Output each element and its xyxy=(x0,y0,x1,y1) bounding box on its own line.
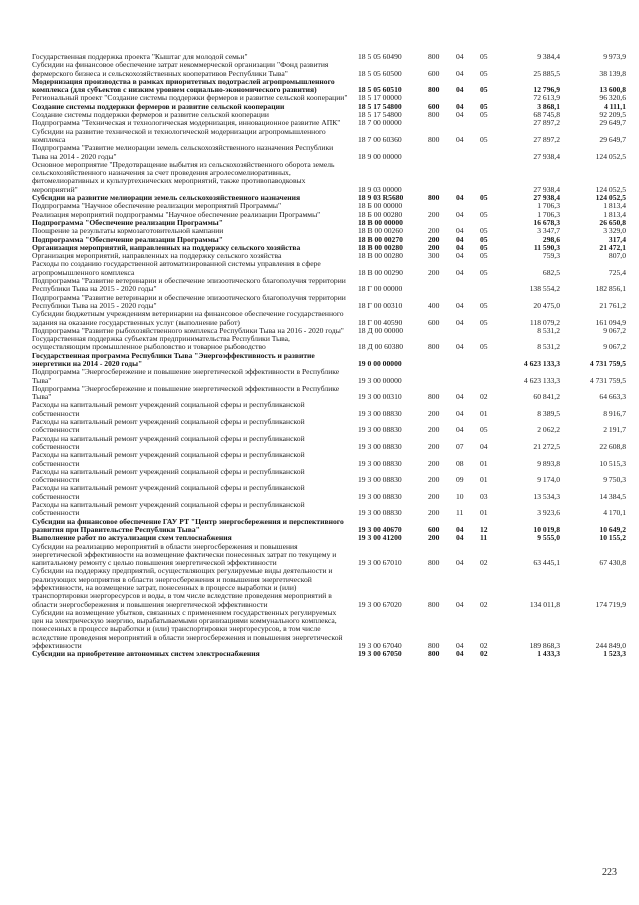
row-value-2020: 8 531,2 xyxy=(537,325,560,335)
row-value-2020: 298,6 xyxy=(542,234,560,244)
row-podrazdel: 05 xyxy=(480,267,488,277)
row-code: 18 Б 00 00000 xyxy=(358,201,403,211)
row-code: 18 В 00 00000 xyxy=(358,217,403,227)
table-row xyxy=(32,518,632,535)
row-vid-rashodov: 600 xyxy=(428,524,440,534)
row-name: Модернизация производства в рамках приоритетных подотраслей агропромышленного комплекса (для субъектов с низким уровнем социально-экономического развития) xyxy=(32,76,335,95)
row-vid-rashodov: 300 xyxy=(428,251,440,261)
row-razdel: 04 xyxy=(456,242,464,252)
row-razdel: 04 xyxy=(456,408,464,418)
row-value-2021: 10 649,2 xyxy=(599,524,626,534)
row-vid-rashodov: 800 xyxy=(428,85,440,95)
row-value-2021: 4 170,1 xyxy=(603,508,626,518)
table-row xyxy=(32,567,632,608)
row-value-2021: 174 719,9 xyxy=(595,599,626,609)
row-value-2021: 10 155,2 xyxy=(599,533,626,543)
row-value-2020: 3 347,7 xyxy=(537,226,560,236)
row-code: 18 7 00 00000 xyxy=(358,118,402,128)
row-vid-rashodov: 200 xyxy=(428,475,440,485)
row-podrazdel: 05 xyxy=(480,52,488,61)
row-podrazdel: 05 xyxy=(480,134,488,144)
row-podrazdel: 05 xyxy=(480,425,488,435)
row-podrazdel: 12 xyxy=(480,524,488,534)
row-code: 18 Г 00 00310 xyxy=(358,300,403,310)
row-podrazdel: 01 xyxy=(480,508,488,518)
row-code: 18 5 05 60500 xyxy=(358,68,402,78)
row-name: Расходы на капитальный ремонт учреждений социальной сферы и республиканской собственности xyxy=(32,483,305,501)
row-code: 19 3 00 00000 xyxy=(358,375,402,385)
row-value-2020: 10 019,8 xyxy=(533,524,560,534)
row-razdel: 04 xyxy=(456,533,464,543)
row-value-2021: 26 650,8 xyxy=(599,217,626,227)
row-value-2020: 27 938,4 xyxy=(533,151,560,161)
row-value-2020: 20 475,0 xyxy=(533,300,560,310)
row-value-2020: 60 841,2 xyxy=(533,392,560,402)
row-name: Расходы на капитальный ремонт учреждений социальной сферы и республиканской собственности xyxy=(32,433,305,451)
row-razdel: 04 xyxy=(456,392,464,402)
table-row xyxy=(32,61,632,78)
table-row xyxy=(32,78,632,95)
table-row xyxy=(32,501,632,518)
row-podrazdel: 05 xyxy=(480,342,488,352)
table-row xyxy=(32,435,632,452)
row-podrazdel: 05 xyxy=(480,300,488,310)
row-name: Расходы на капитальный ремонт учреждений социальной сферы и республиканской собственности xyxy=(32,450,305,468)
row-value-2021: 1 813,4 xyxy=(603,201,626,211)
row-podrazdel: 05 xyxy=(480,101,488,111)
row-razdel: 04 xyxy=(456,101,464,111)
row-code: 18 Б 00 00280 xyxy=(358,209,403,219)
row-name: Основное мероприятие "Предотвращение выбытия из сельскохозяйственного оборота земель сельскохозяйственного назначения за счет проведения агролесомелиоративных, фитомелиоративных и культуртехнических мероприятий, также противопаводковых мероприятий" xyxy=(32,159,335,194)
row-razdel: 10 xyxy=(456,491,464,501)
row-razdel: 04 xyxy=(456,234,464,244)
row-value-2020: 21 272,5 xyxy=(533,441,560,451)
row-vid-rashodov: 800 xyxy=(428,134,440,144)
row-razdel: 09 xyxy=(456,475,464,485)
row-razdel: 04 xyxy=(456,226,464,236)
row-razdel: 04 xyxy=(456,641,464,651)
row-podrazdel: 05 xyxy=(480,251,488,261)
row-name: Подпрограмма "Развитие ветеринарии и обеспечение эпизоотического благополучия территории Республики Тыва на 2015 - 2020 годы" xyxy=(32,292,346,310)
row-code: 18 В 00 00280 xyxy=(358,242,403,252)
row-vid-rashodov: 600 xyxy=(428,68,440,78)
row-name: Субсидии на развитие мелиорации земель сельскохозяйственного назначения xyxy=(32,193,301,203)
row-name: Государственная поддержка проекта "Кыштаг для молодой семьи" xyxy=(32,52,248,61)
row-podrazdel: 05 xyxy=(480,226,488,236)
row-name: Субсидии на развитие технической и технологической модернизации агропромышленного комплекса xyxy=(32,126,326,144)
row-vid-rashodov: 800 xyxy=(428,641,440,651)
row-vid-rashodov: 200 xyxy=(428,209,440,219)
row-value-2021: 9 750,3 xyxy=(603,475,626,485)
row-value-2020: 9 555,0 xyxy=(537,533,560,543)
row-name: Государственная поддержка субъектам предпринимательства Республики Тыва, осуществляющим промышленное рыболовство и товарное рыбоводство xyxy=(32,334,290,352)
row-value-2020: 63 445,1 xyxy=(533,558,560,568)
row-value-2021: 38 139,8 xyxy=(599,68,626,78)
row-value-2021: 13 600,8 xyxy=(599,85,626,95)
table-row xyxy=(32,385,632,402)
row-code: 18 В 00 00270 xyxy=(358,234,403,244)
row-value-2020: 8 531,2 xyxy=(537,342,560,352)
row-value-2020: 25 885,5 xyxy=(533,68,560,78)
row-value-2021: 182 856,1 xyxy=(595,284,626,294)
row-code: 18 5 05 60490 xyxy=(358,52,402,61)
budget-table xyxy=(32,53,632,659)
row-value-2020: 27 938,4 xyxy=(533,193,560,203)
row-code: 18 7 00 60360 xyxy=(358,134,402,144)
row-value-2020: 11 590,3 xyxy=(533,242,560,252)
row-vid-rashodov: 200 xyxy=(428,226,440,236)
row-code: 18 9 00 00000 xyxy=(358,151,402,161)
row-razdel: 04 xyxy=(456,267,464,277)
row-value-2020: 12 796,9 xyxy=(533,85,560,95)
row-code: 19 3 00 67020 xyxy=(358,599,402,609)
row-value-2021: 14 384,5 xyxy=(599,491,626,501)
row-value-2020: 1 706,3 xyxy=(537,209,560,219)
row-razdel: 04 xyxy=(456,68,464,78)
row-vid-rashodov: 800 xyxy=(428,649,440,659)
row-value-2021: 29 649,7 xyxy=(599,118,626,128)
row-razdel: 04 xyxy=(456,110,464,120)
row-razdel: 04 xyxy=(456,209,464,219)
row-value-2020: 9 893,8 xyxy=(537,458,560,468)
row-code: 19 3 00 08830 xyxy=(358,508,402,518)
row-name: Расходы на капитальный ремонт учреждений социальной сферы и республиканской собственности xyxy=(32,466,305,485)
row-value-2021: 317,4 xyxy=(608,234,626,244)
row-value-2020: 27 897,2 xyxy=(533,134,560,144)
row-name: Расходы по созданию государственной автоматизированной системы управления в сфере агропромышленного комплекса xyxy=(32,259,321,277)
row-value-2021: 29 649,7 xyxy=(599,134,626,144)
row-value-2020: 4 623 133,3 xyxy=(523,358,560,368)
row-vid-rashodov: 200 xyxy=(428,508,440,518)
row-value-2020: 13 534,3 xyxy=(533,491,560,501)
row-podrazdel: 02 xyxy=(480,599,488,609)
row-vid-rashodov: 200 xyxy=(428,408,440,418)
row-name: Подпрограмма "Энергосбережение и повышение энергетической эффективности в Республике Тыва" xyxy=(32,383,340,402)
row-name: Создание системы поддержки фермеров и развитие сельской кооперации xyxy=(32,110,269,120)
row-value-2021: 2 191,7 xyxy=(603,425,626,435)
row-value-2020: 9 384,4 xyxy=(537,52,560,61)
row-razdel: 04 xyxy=(456,524,464,534)
row-name: Региональный проект "Создание системы поддержки фермеров и развитие сельской кооперации" xyxy=(32,93,348,103)
row-code: 19 3 00 08830 xyxy=(358,425,402,435)
row-vid-rashodov: 200 xyxy=(428,425,440,435)
row-value-2021: 96 320,6 xyxy=(599,93,626,103)
table-row xyxy=(32,468,632,485)
row-value-2020: 138 554,2 xyxy=(529,284,560,294)
row-razdel: 04 xyxy=(456,649,464,659)
row-name: Подпрограмма "Развитие ветеринарии и обеспечение эпизоотического благополучия территории Республики Тыва на 2015 - 2020 годы" xyxy=(32,276,346,294)
row-value-2021: 124 052,5 xyxy=(595,193,626,203)
row-value-2020: 2 062,2 xyxy=(537,425,560,435)
table-row xyxy=(32,128,632,145)
row-name: Субсидии на финансовое обеспечение затрат некоммерческой организации "Фонд развития фермерского бизнеса и сельскохозяйственных кооперативов Республики Тыва" xyxy=(32,60,329,78)
row-value-2020: 189 868,3 xyxy=(529,641,560,651)
table-row xyxy=(32,294,632,311)
table-row xyxy=(32,451,632,468)
row-razdel: 04 xyxy=(456,317,464,327)
row-name: Субсидии бюджетным учреждениям ветеринарии на финансовое обеспечение государственного задания на оказание государственных услуг (выполнение работ) xyxy=(32,309,344,327)
row-name: Субсидии на поддержку предприятий, осуществляющих регулируемые виды деятельности и реализующих мероприятия в области энергосбережения и повышения энергетической эффективности, на возмещение затрат, понесенных в процессе выработки и (или) транспортировки энергоресурсов и воды, в том числе вследствие проведения мероприятий в области энергосбережения и повышения энергетической эффективности xyxy=(32,566,333,609)
row-vid-rashodov: 200 xyxy=(428,458,440,468)
row-code: 19 3 00 08830 xyxy=(358,458,402,468)
row-value-2021: 92 209,5 xyxy=(599,110,626,120)
row-podrazdel: 05 xyxy=(480,209,488,219)
row-value-2021: 1 523,3 xyxy=(603,649,626,659)
row-vid-rashodov: 600 xyxy=(428,317,440,327)
table-row xyxy=(32,310,632,327)
row-name: Поощрение за результаты кормозаготовительной кампании xyxy=(32,226,224,236)
row-name: Расходы на капитальный ремонт учреждений социальной сферы и республиканской собственности xyxy=(32,400,305,418)
row-podrazdel: 02 xyxy=(480,641,488,651)
table-row xyxy=(32,609,632,650)
table-row xyxy=(32,650,632,658)
row-value-2021: 3 329,0 xyxy=(603,226,626,236)
table-row xyxy=(32,161,632,194)
row-value-2021: 124 052,5 xyxy=(595,151,626,161)
row-code: 18 9 03 00000 xyxy=(358,184,402,194)
row-podrazdel: 03 xyxy=(480,491,488,501)
row-podrazdel: 05 xyxy=(480,193,488,203)
row-value-2020: 759,3 xyxy=(542,251,560,261)
row-vid-rashodov: 800 xyxy=(428,193,440,203)
row-value-2021: 4 731 759,5 xyxy=(589,375,626,385)
table-row xyxy=(32,352,632,369)
table-row xyxy=(32,277,632,294)
row-code: 18 Д 00 00000 xyxy=(358,325,404,335)
row-code: 19 3 00 08830 xyxy=(358,491,402,501)
row-podrazdel: 01 xyxy=(480,408,488,418)
row-razdel: 04 xyxy=(456,342,464,352)
row-razdel: 07 xyxy=(456,441,464,451)
row-value-2021: 9 067,2 xyxy=(603,342,626,352)
row-name: Подпрограмма "Научное обеспечение реализации мероприятий Программы" xyxy=(32,201,282,211)
row-value-2020: 682,5 xyxy=(542,267,560,277)
row-code: 18 Д 00 60380 xyxy=(358,342,404,352)
row-value-2021: 9 067,2 xyxy=(603,325,626,335)
row-vid-rashodov: 400 xyxy=(428,300,440,310)
row-podrazdel: 05 xyxy=(480,68,488,78)
row-value-2020: 1 433,3 xyxy=(537,649,560,659)
row-vid-rashodov: 200 xyxy=(428,441,440,451)
row-name: Расходы на капитальный ремонт учреждений социальной сферы и республиканской собственности xyxy=(32,417,305,435)
row-name: Подпрограмма "Энергосбережение и повышение энергетической эффективности в Республике Тыва" xyxy=(32,367,340,385)
row-value-2021: 4 111,1 xyxy=(604,101,626,111)
row-value-2020: 27 938,4 xyxy=(533,184,560,194)
row-vid-rashodov: 800 xyxy=(428,52,440,61)
row-podrazdel: 02 xyxy=(480,392,488,402)
row-vid-rashodov: 200 xyxy=(428,242,440,252)
row-podrazdel: 05 xyxy=(480,317,488,327)
row-value-2020: 68 745,8 xyxy=(533,110,560,120)
row-razdel: 04 xyxy=(456,52,464,61)
table-row xyxy=(32,418,632,435)
row-value-2021: 21 761,2 xyxy=(599,300,626,310)
row-razdel: 08 xyxy=(456,458,464,468)
row-name: Организация мероприятий, направленных на поддержку сельского хозяйства xyxy=(32,242,301,252)
row-name: Организация мероприятий, направленных на поддержку сельского хозяйства xyxy=(32,251,282,261)
row-value-2021: 22 608,8 xyxy=(599,441,626,451)
row-razdel: 04 xyxy=(456,134,464,144)
row-code: 18 В 00 00260 xyxy=(358,226,403,236)
row-podrazdel: 11 xyxy=(480,533,488,543)
row-podrazdel: 05 xyxy=(480,110,488,120)
row-value-2020: 1 706,3 xyxy=(537,201,560,211)
page-number: 223 xyxy=(602,867,617,878)
table-row xyxy=(32,543,632,568)
row-value-2021: 161 094,9 xyxy=(595,317,626,327)
row-value-2021: 244 849,0 xyxy=(595,641,626,651)
row-code: 18 9 03 R5680 xyxy=(358,193,404,203)
row-code: 19 3 00 08830 xyxy=(358,441,402,451)
row-vid-rashodov: 200 xyxy=(428,491,440,501)
row-code: 18 Г 00 00000 xyxy=(358,284,403,294)
row-razdel: 04 xyxy=(456,85,464,95)
row-value-2021: 67 430,8 xyxy=(599,558,626,568)
row-name: Субсидии на приобретение автономных систем электроснабжения xyxy=(32,649,260,659)
row-value-2020: 9 174,0 xyxy=(537,475,560,485)
table-row xyxy=(32,368,632,385)
row-code: 18 5 17 00000 xyxy=(358,93,402,103)
row-value-2021: 64 663,3 xyxy=(599,392,626,402)
row-code: 19 3 00 67040 xyxy=(358,641,402,651)
row-podrazdel: 04 xyxy=(480,441,488,451)
row-vid-rashodov: 800 xyxy=(428,558,440,568)
row-razdel: 04 xyxy=(456,300,464,310)
row-vid-rashodov: 600 xyxy=(428,101,440,111)
row-value-2020: 27 897,2 xyxy=(533,118,560,128)
row-value-2020: 4 623 133,3 xyxy=(523,375,560,385)
row-vid-rashodov: 800 xyxy=(428,110,440,120)
row-name: Выполнение работ по актуализации схем теплоснабжения xyxy=(32,533,232,543)
row-podrazdel: 01 xyxy=(480,475,488,485)
row-name: Создание системы поддержки фермеров и развитие сельской кооперации xyxy=(32,101,285,111)
table-row xyxy=(32,484,632,501)
row-code: 18 Г 00 40590 xyxy=(358,317,403,327)
row-value-2020: 16 678,3 xyxy=(533,217,560,227)
row-name: Подпрограмма "Обеспечение реализации Программы" xyxy=(32,217,223,227)
row-podrazdel: 01 xyxy=(480,458,488,468)
row-name: Реализация мероприятий подпрограммы "Научное обеспечение реализации Программы" xyxy=(32,209,321,219)
row-podrazdel: 05 xyxy=(480,234,488,244)
row-value-2021: 9 973,9 xyxy=(603,52,626,61)
row-vid-rashodov: 200 xyxy=(428,234,440,244)
row-code: 19 3 00 08830 xyxy=(358,408,402,418)
row-value-2021: 124 052,5 xyxy=(595,184,626,194)
table-row xyxy=(32,335,632,352)
row-value-2020: 8 389,5 xyxy=(537,408,560,418)
row-name: Подпрограмма "Развитие мелиорации земель сельскохозяйственного назначения Республики Тыва на 2014 - 2020 годы" xyxy=(32,143,334,161)
row-value-2021: 10 515,3 xyxy=(599,458,626,468)
row-code: 18 В 00 00280 xyxy=(358,251,403,261)
table-row xyxy=(32,144,632,161)
row-value-2021: 725,4 xyxy=(608,267,626,277)
row-razdel: 04 xyxy=(456,425,464,435)
row-code: 18 5 17 54800 xyxy=(358,101,402,111)
row-vid-rashodov: 200 xyxy=(428,267,440,277)
row-code: 19 3 00 40670 xyxy=(358,524,402,534)
row-code: 19 3 00 67010 xyxy=(358,558,402,568)
row-value-2020: 134 011,8 xyxy=(529,599,560,609)
row-podrazdel: 05 xyxy=(480,85,488,95)
row-name: Подпрограмма "Развитие рыбохозяйственного комплекса Республики Тыва на 2016 - 2020 годы" xyxy=(32,325,344,335)
row-podrazdel: 05 xyxy=(480,242,488,252)
row-value-2021: 4 731 759,5 xyxy=(589,358,626,368)
row-razdel: 11 xyxy=(456,508,464,518)
row-code: 18 5 05 60510 xyxy=(358,85,402,95)
row-name: Подпрограмма "Обеспечение реализации Программы" xyxy=(32,234,223,244)
row-value-2021: 8 916,7 xyxy=(603,408,626,418)
row-name: Субсидии на реализацию мероприятий в области энергосбережения и повышения энергетической эффективности на возмещение фактически понесенных затрат по текущему и капитальному ремонту с целью повышения энергетической эффективности xyxy=(32,541,337,568)
row-value-2021: 21 472,1 xyxy=(599,242,626,252)
row-name: Субсидии на финансовое обеспечение ГАУ РТ "Центр энергосбережения и перспективного развития при Правительстве Республики Тыва" xyxy=(32,516,344,534)
row-vid-rashodov: 800 xyxy=(428,392,440,402)
row-code: 19 3 00 00310 xyxy=(358,392,402,402)
row-name: Государственная программа Республики Тыва "Энергоэффективность и развитие энергетики на 2014 - 2020 годы" xyxy=(32,350,315,368)
row-value-2020: 3 923,6 xyxy=(537,508,560,518)
row-podrazdel: 02 xyxy=(480,649,488,659)
row-podrazdel: 02 xyxy=(480,558,488,568)
row-name: Расходы на капитальный ремонт учреждений социальной сферы и республиканской собственности xyxy=(32,500,305,518)
row-name: Подпрограмма "Техническая и технологическая модернизация, инновационное развитие АПК" xyxy=(32,118,341,128)
row-vid-rashodov: 800 xyxy=(428,342,440,352)
row-vid-rashodov: 200 xyxy=(428,533,440,543)
row-vid-rashodov: 800 xyxy=(428,599,440,609)
table-row xyxy=(32,401,632,418)
table-row xyxy=(32,260,632,277)
row-value-2021: 807,0 xyxy=(608,251,626,261)
row-razdel: 04 xyxy=(456,193,464,203)
row-razdel: 04 xyxy=(456,599,464,609)
row-value-2020: 72 613,9 xyxy=(533,93,560,103)
row-razdel: 04 xyxy=(456,251,464,261)
row-code: 18 5 17 54800 xyxy=(358,110,402,120)
row-value-2021: 1 813,4 xyxy=(603,209,626,219)
row-value-2020: 3 868,1 xyxy=(537,101,560,111)
row-code: 19 3 00 08830 xyxy=(358,475,402,485)
row-code: 18 В 00 00290 xyxy=(358,267,403,277)
row-value-2020: 118 079,2 xyxy=(529,317,560,327)
row-code: 19 3 00 41200 xyxy=(358,533,402,543)
row-razdel: 04 xyxy=(456,558,464,568)
row-code: 19 3 00 67050 xyxy=(358,649,402,659)
row-code: 19 0 00 00000 xyxy=(358,358,402,368)
row-name: Субсидии на возмещение убытков, связанных с применением государственных регулируемых цен на электрическую энергию, вырабатываемыми организациями коммунального комплекса, понесенных в процессе выработки и (или) транспортировки энергоресурсов, в том числе вследствие проведения мероприятий в области энергосбережения и повышения энергетической эффективности xyxy=(32,607,343,651)
